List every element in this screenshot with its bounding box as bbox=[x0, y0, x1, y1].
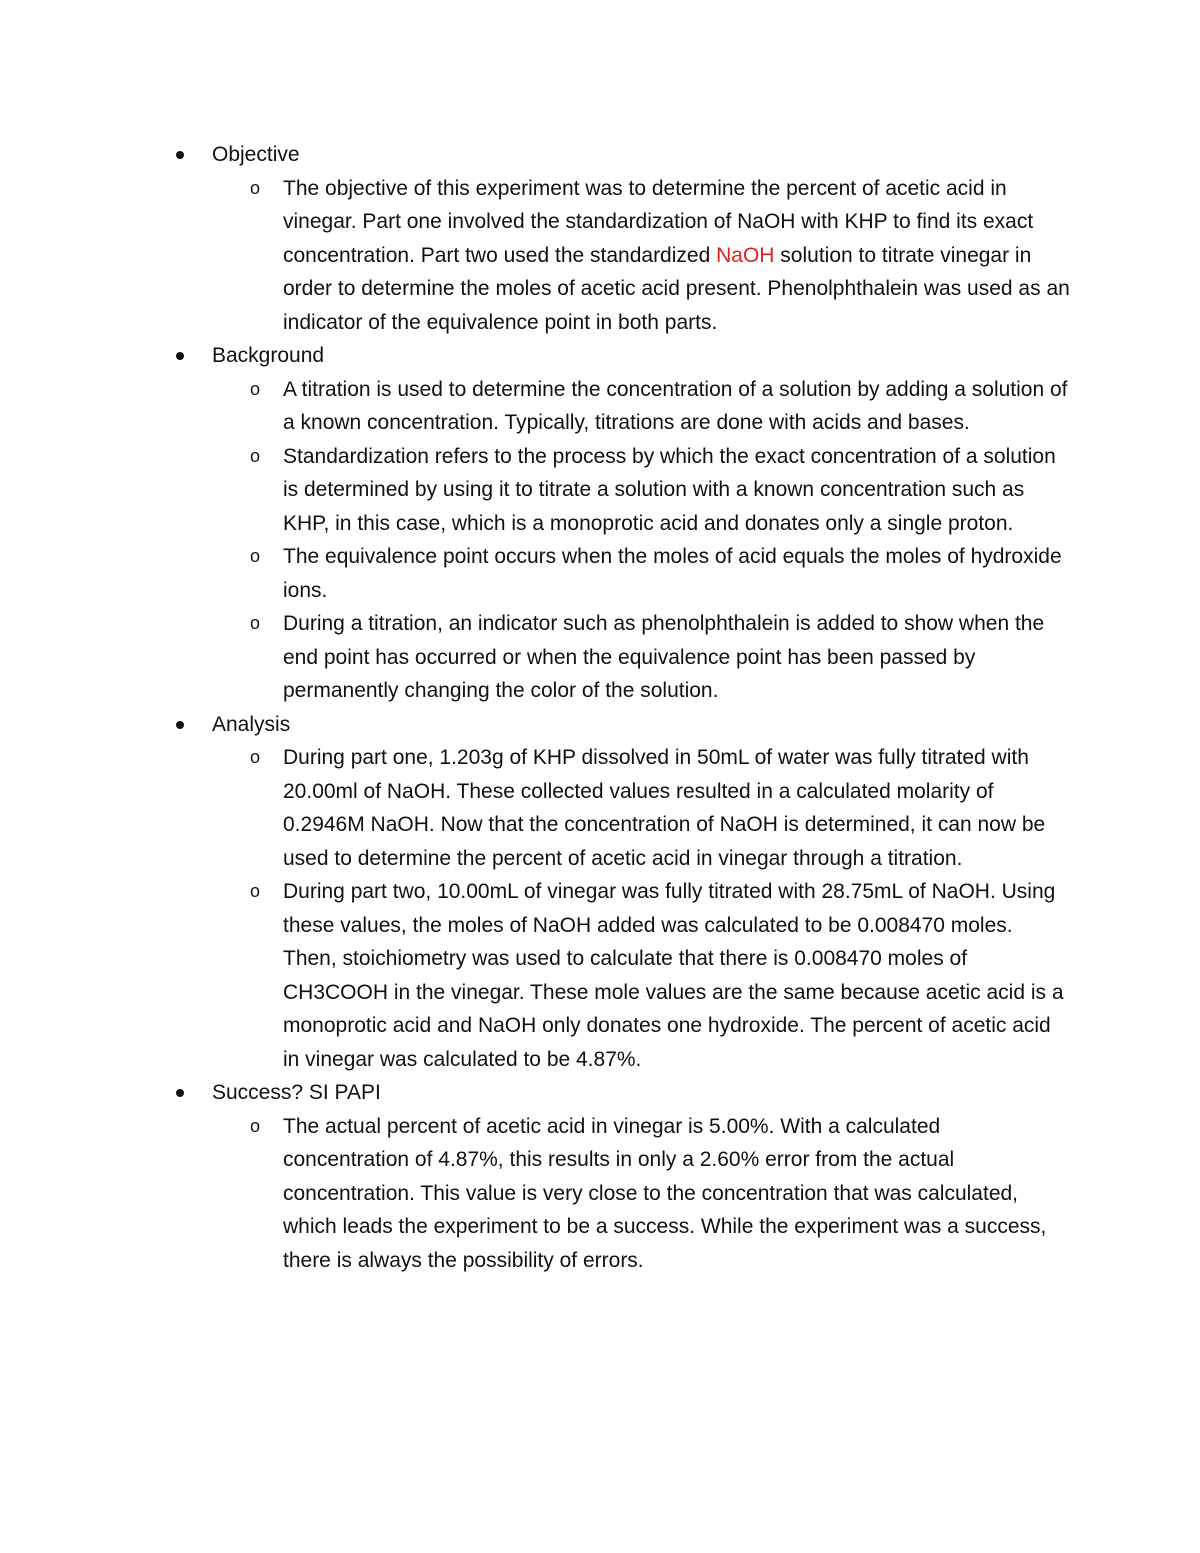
section-heading bbox=[170, 708, 1070, 742]
circle-bullet-icon: o bbox=[250, 445, 261, 466]
heading-text: Background bbox=[212, 344, 325, 367]
bullet-icon bbox=[176, 151, 184, 159]
item-text: During part one, 1.203g of KHP dissolved in 50mL of water was fully titrated with 20.00ml of NaOH. These collected values resulted in a calculated molarity of 0.2946M NaOH. Now that the concentration of NaOH is determined, it can now be used to determine the percent of acetic acid in vinegar through a titration. bbox=[283, 746, 1046, 870]
circle-bullet-icon: o bbox=[250, 881, 261, 901]
section-analysis bbox=[170, 708, 1070, 1077]
heading-text: Success? SI PAPI bbox=[212, 1081, 381, 1104]
list-item bbox=[250, 1110, 1070, 1278]
circle-bullet-icon: o bbox=[250, 1115, 261, 1136]
list-item bbox=[250, 440, 1070, 541]
section-heading bbox=[170, 138, 1070, 172]
bullet-icon bbox=[176, 352, 184, 360]
item-text: A titration is used to determine the concentration of a solution by adding a solution of a known concentration. Typically, titrations are done with acids and bases. bbox=[283, 377, 1068, 434]
heading-text: Analysis bbox=[212, 712, 291, 736]
circle-bullet-icon: o bbox=[250, 613, 261, 633]
item-text: The actual percent of acetic acid in vinegar is 5.00%. With a calculated concentration of 4.87%, this results in only a 2.60% error from the actual concentration. This value is very close to the concentration that was calculated, which leads the experiment to be a success. While the experiment was a success, there is always the possibility of errors. bbox=[283, 1114, 1047, 1272]
sub-list bbox=[170, 1110, 1070, 1278]
bullet-icon bbox=[176, 721, 184, 729]
heading-text: Objective bbox=[212, 143, 300, 166]
item-text: The equivalence point occurs when the moles of acid equals the moles of hydroxide ions. bbox=[283, 545, 1062, 602]
item-text: Standardization refers to the process by which the exact concentration of a solution is determined by using it to titrate a solution with a known concentration such as KHP, in this case, which is a monoprotic acid and donates only a single proton. bbox=[283, 444, 1056, 535]
circle-bullet-icon: o bbox=[250, 177, 261, 198]
bullet-icon bbox=[176, 1089, 184, 1097]
list-item bbox=[250, 373, 1070, 440]
item-text: During part two, 10.00mL of vinegar was fully titrated with 28.75mL of NaOH. Using these values, the moles of NaOH added was calculated to be 0.008470 moles. Then, stoichiometry was used to calculate that there is 0.008470 moles of CH3COOH in the vinegar. These mole values are the same because acetic acid is a monoprotic acid and NaOH only donates one hydroxide. The percent of acetic acid in vinegar was calculated to be 4.87%. bbox=[283, 880, 1064, 1071]
item-text-part: The objective of this experiment was to determine the percent of acetic acid in vinegar. Part one involved the standardization of NaOH with KHP to find its exact concentration. Part two used the standardized bbox=[283, 176, 1034, 267]
list-item bbox=[250, 741, 1070, 875]
circle-bullet-icon: o bbox=[250, 546, 261, 566]
list-item bbox=[250, 607, 1070, 708]
list-item bbox=[250, 875, 1070, 1076]
circle-bullet-icon: o bbox=[250, 747, 261, 767]
sub-list bbox=[170, 172, 1070, 340]
section-background bbox=[170, 339, 1070, 708]
circle-bullet-icon: o bbox=[250, 378, 261, 399]
section-success bbox=[170, 1076, 1070, 1277]
item-text-part: solution to titrate vinegar in order to determine the moles of acetic acid present. Phenolphthalein was used as an indicator of the equivalence point in both parts. bbox=[283, 243, 1070, 334]
section-heading bbox=[170, 339, 1070, 373]
section-heading bbox=[170, 1076, 1070, 1110]
highlighted-term: NaOH bbox=[716, 243, 775, 267]
item-text: During a titration, an indicator such as phenolphthalein is added to show when the end point has occurred or when the equivalence point has been passed by permanently changing the color of the solution. bbox=[283, 612, 1045, 702]
section-objective bbox=[170, 138, 1070, 339]
list-item bbox=[250, 172, 1070, 340]
sub-list bbox=[170, 373, 1070, 708]
sub-list bbox=[170, 741, 1070, 1076]
list-item bbox=[250, 540, 1070, 607]
